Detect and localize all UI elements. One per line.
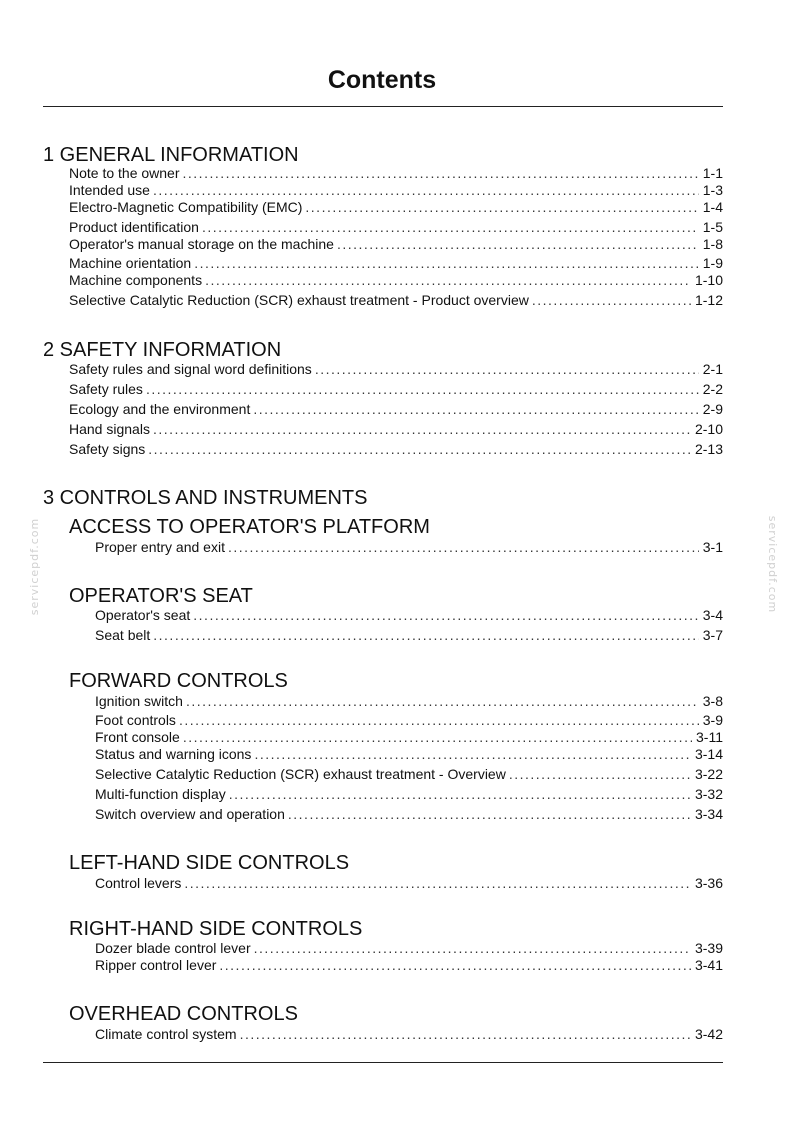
toc-entry-title: Control levers bbox=[95, 875, 182, 891]
toc-entry[interactable] bbox=[69, 165, 723, 181]
toc-entry-page: 3-22 bbox=[694, 766, 723, 782]
toc-entry-title: Note to the owner bbox=[69, 165, 180, 181]
subsection-heading-overhead-controls: OVERHEAD CONTROLS bbox=[69, 1003, 298, 1025]
section-heading-safety-information: 2 SAFETY INFORMATION bbox=[43, 339, 282, 361]
toc-entry[interactable] bbox=[69, 199, 723, 215]
toc-entry[interactable] bbox=[95, 712, 723, 728]
toc-entry-title: Machine components bbox=[69, 272, 203, 288]
toc-leader bbox=[219, 957, 691, 973]
toc-entry[interactable] bbox=[95, 627, 723, 643]
subsection-heading-access-platform: ACCESS TO OPERATOR'S PLATFORM bbox=[69, 516, 430, 538]
toc-entry-page: 3-39 bbox=[694, 940, 723, 956]
toc-leader bbox=[228, 539, 699, 555]
toc-entry-title: Intended use bbox=[69, 182, 150, 198]
toc-entry-page: 3-1 bbox=[702, 539, 723, 555]
toc-leader bbox=[288, 806, 691, 822]
toc-entry-page: 3-32 bbox=[694, 786, 723, 802]
section-heading-controls-and-instruments: 3 CONTROLS AND INSTRUMENTS bbox=[43, 487, 368, 509]
toc-leader bbox=[194, 255, 699, 271]
toc-entry-title: Climate control system bbox=[95, 1026, 237, 1042]
toc-entry-title: Safety rules and signal word definitions bbox=[69, 361, 312, 377]
subsection-heading-right-hand-side-controls: RIGHT-HAND SIDE CONTROLS bbox=[69, 918, 363, 940]
toc-entry-page: 3-41 bbox=[694, 957, 723, 973]
toc-entry[interactable] bbox=[95, 539, 723, 555]
toc-entry[interactable] bbox=[69, 255, 723, 271]
toc-entry[interactable] bbox=[95, 1026, 723, 1042]
toc-leader bbox=[254, 746, 691, 762]
section-heading-general-information: 1 GENERAL INFORMATION bbox=[43, 144, 299, 166]
toc-entry[interactable] bbox=[95, 875, 723, 891]
toc-entry-title: Selective Catalytic Reduction (SCR) exhaust treatment - Overview bbox=[95, 766, 506, 782]
toc-entry[interactable] bbox=[95, 746, 723, 762]
toc-entry[interactable] bbox=[69, 441, 723, 457]
toc-entry-page: 1-12 bbox=[694, 292, 723, 308]
toc-entry-title: Operator's seat bbox=[95, 607, 191, 623]
toc-entry-page: 2-2 bbox=[702, 381, 723, 397]
toc-entry-title: Ignition switch bbox=[95, 693, 183, 709]
toc-entry-page: 3-34 bbox=[694, 806, 723, 822]
subsection-heading-operators-seat: OPERATOR'S SEAT bbox=[69, 585, 253, 607]
toc-entry-page: 3-4 bbox=[702, 607, 723, 623]
toc-entry-title: Proper entry and exit bbox=[95, 539, 225, 555]
toc-entry-page: 1-1 bbox=[702, 165, 723, 181]
toc-entry-page: 1-4 bbox=[702, 199, 723, 215]
toc-leader bbox=[337, 236, 699, 252]
toc-entry-page: 3-9 bbox=[702, 712, 723, 728]
toc-leader bbox=[153, 421, 691, 437]
toc-entry-title: Operator's manual storage on the machine bbox=[69, 236, 334, 252]
toc-leader bbox=[205, 272, 691, 288]
toc-entry-page: 2-13 bbox=[694, 441, 723, 457]
toc-entry-title: Front console bbox=[95, 729, 180, 745]
toc-entry[interactable] bbox=[69, 236, 723, 252]
toc-entry-title: Dozer blade control lever bbox=[95, 940, 251, 956]
toc-entry[interactable] bbox=[95, 786, 723, 802]
toc-leader bbox=[146, 381, 699, 397]
toc-leader bbox=[253, 401, 698, 417]
toc-entry-page: 1-3 bbox=[702, 182, 723, 198]
toc-entry-page: 1-9 bbox=[702, 255, 723, 271]
toc-entry[interactable] bbox=[69, 421, 723, 437]
toc-entry[interactable] bbox=[69, 381, 723, 397]
watermark-left: servicepdf.com bbox=[28, 517, 42, 616]
toc-leader bbox=[153, 182, 699, 198]
toc-entry[interactable] bbox=[95, 957, 723, 973]
toc-leader bbox=[153, 627, 699, 643]
toc-leader bbox=[305, 199, 698, 215]
toc-entry-title: Multi-function display bbox=[95, 786, 226, 802]
toc-entry-title: Hand signals bbox=[69, 421, 150, 437]
toc-entry[interactable] bbox=[69, 272, 723, 288]
toc-entry-title: Product identification bbox=[69, 219, 199, 235]
toc-entry-page: 3-36 bbox=[694, 875, 723, 891]
toc-entry-page: 2-9 bbox=[702, 401, 723, 417]
toc-entry[interactable] bbox=[95, 607, 723, 623]
toc-entry-page: 1-5 bbox=[702, 219, 723, 235]
toc-entry-title: Seat belt bbox=[95, 627, 151, 643]
toc-entry-page: 1-10 bbox=[694, 272, 723, 288]
toc-entry-title: Ecology and the environment bbox=[69, 401, 251, 417]
toc-entry-page: 3-11 bbox=[696, 729, 723, 745]
toc-entry-page: 1-8 bbox=[702, 236, 723, 252]
toc-entry[interactable] bbox=[95, 693, 723, 709]
page-title: Contents bbox=[327, 66, 437, 94]
toc-entry-title: Machine orientation bbox=[69, 255, 192, 271]
toc-entry-page: 3-8 bbox=[702, 693, 723, 709]
toc-entry[interactable] bbox=[69, 182, 723, 198]
toc-entry-page: 3-42 bbox=[694, 1026, 723, 1042]
toc-leader bbox=[183, 165, 699, 181]
subsection-heading-forward-controls: FORWARD CONTROLS bbox=[69, 670, 288, 692]
watermark-right: servicepdf.com bbox=[766, 515, 780, 614]
toc-entry[interactable] bbox=[69, 219, 723, 235]
toc-leader bbox=[183, 729, 692, 745]
toc-leader bbox=[254, 940, 691, 956]
toc-entry[interactable] bbox=[69, 361, 723, 377]
toc-entry[interactable] bbox=[95, 766, 723, 782]
toc-entry-page: 2-1 bbox=[702, 361, 723, 377]
toc-leader bbox=[240, 1026, 691, 1042]
toc-entry[interactable] bbox=[95, 806, 723, 822]
toc-leader bbox=[315, 361, 699, 377]
toc-leader bbox=[229, 786, 691, 802]
toc-leader bbox=[509, 766, 691, 782]
toc-entry-title: Safety signs bbox=[69, 441, 146, 457]
subsection-heading-left-hand-side-controls: LEFT-HAND SIDE CONTROLS bbox=[69, 852, 350, 874]
toc-entry-title: Safety rules bbox=[69, 381, 143, 397]
toc-leader bbox=[202, 219, 699, 235]
bottom-divider bbox=[43, 1062, 723, 1063]
toc-entry-title: Selective Catalytic Reduction (SCR) exhaust treatment - Product overview bbox=[69, 292, 529, 308]
toc-entry[interactable] bbox=[95, 940, 723, 956]
toc-entry-page: 3-14 bbox=[694, 746, 723, 762]
toc-entry-page: 2-10 bbox=[694, 421, 723, 437]
toc-entry-title: Switch overview and operation bbox=[95, 806, 285, 822]
toc-leader bbox=[184, 875, 691, 891]
toc-entry-title: Status and warning icons bbox=[95, 746, 252, 762]
toc-leader bbox=[532, 292, 691, 308]
toc-entry[interactable] bbox=[69, 401, 723, 417]
toc-leader bbox=[186, 693, 699, 709]
toc-entry-page: 3-7 bbox=[702, 627, 723, 643]
toc-entry[interactable] bbox=[95, 729, 723, 745]
toc-leader bbox=[148, 441, 691, 457]
toc-leader bbox=[193, 607, 698, 623]
toc-entry-title: Electro-Magnetic Compatibility (EMC) bbox=[69, 199, 303, 215]
toc-entry[interactable] bbox=[69, 292, 723, 308]
toc-entry-title: Foot controls bbox=[95, 712, 176, 728]
toc-leader bbox=[179, 712, 699, 728]
toc-entry-title: Ripper control lever bbox=[95, 957, 217, 973]
top-divider bbox=[43, 106, 723, 107]
